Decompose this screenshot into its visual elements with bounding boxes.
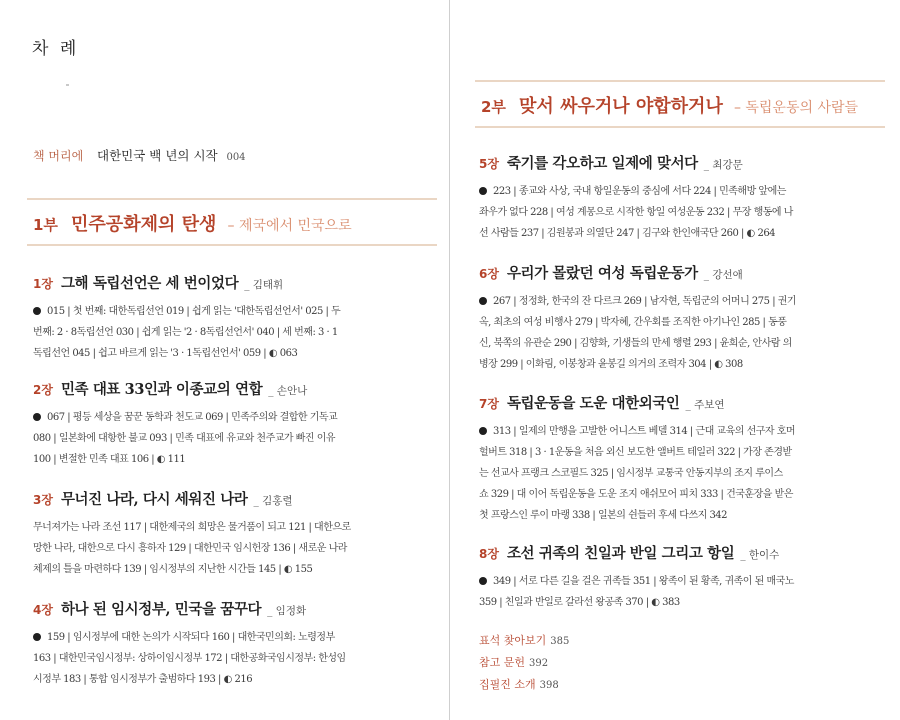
chapter-line: 는 선교사 프랭크 스코필드 325 | 임시정부 교통국 안동지부의 조지 루이스 [479, 468, 783, 479]
chapter-line: 159 | 임시정부에 대한 논의가 시작되다 160 | 대한국민의회: 노령정부 [33, 627, 346, 648]
bullet-icon [479, 577, 487, 585]
chapter-line: 번째: 2 · 8독립선언 030 | 쉽게 읽는 '2 · 8독립선언서' 040 | 세 번째: 3 · 1 [33, 327, 338, 338]
chapter-line: 헐버트 318 | 3 · 1운동을 처음 외신 보도한 앨버트 테일러 322 | 가장 존경받 [479, 447, 792, 458]
divider-mark [66, 84, 69, 86]
bullet-icon [479, 427, 487, 435]
chapter-7[interactable] [479, 392, 795, 526]
chapter-line: 080 | 일본화에 대항한 불교 093 | 민족 대표에 유교와 천주교가 빠진 이유 [33, 433, 336, 444]
chapter-line: 163 | 대한민국임시정부: 상하이임시정부 172 | 대한공화국임시정부: 한성임 [33, 653, 346, 664]
chapter-line: 신, 북쪽의 유관순 290 | 김향화, 기생들의 만세 행렬 293 | 윤희순, 안사람 의 [479, 338, 792, 349]
chapter-line: 첫 프랑스인 루이 마랭 338 | 일본의 쉰들러 후세 다쓰지 342 [479, 510, 728, 521]
chapter-line: 시정부 183 | 통합 임시정부가 출범하다 193 | ◐ 216 [33, 674, 253, 685]
chapter-line: 쇼 329 | 대 이어 독립운동을 도운 조지 애쉬모어 피치 333 | 건국훈장을 받은 [479, 489, 793, 500]
chapter-author: _ 주보연 [685, 399, 725, 411]
bullet-icon [33, 307, 41, 315]
preface-label: 책 머리에 [33, 149, 84, 163]
part-number: 2부 [481, 98, 506, 116]
chapter-3[interactable] [33, 488, 351, 580]
chapter-title: 무너진 나라, 다시 세워진 나라 [60, 491, 248, 508]
chapter-author: _ 손안나 [268, 385, 308, 397]
chapter-line: 267 | 정정화, 한국의 잔 다르크 269 | 남자현, 독립군의 어머니 275 | 권기 [479, 291, 796, 312]
chapter-line: 015 | 첫 번째: 대한독립선언 019 | 쉽게 읽는 '대한독립선언서' 025 | 두 [33, 301, 340, 322]
chapter-title: 하나 된 임시정부, 민국을 꿈꾸다 [60, 601, 262, 618]
part-1-header [27, 198, 437, 246]
chapter-line: 옥, 최초의 여성 비행사 279 | 박자혜, 간우회를 조직한 아기나인 285 | 동풍 [479, 317, 787, 328]
chapter-4[interactable] [33, 598, 346, 690]
chapter-line: 100 | 변절한 민족 대표 106 | ◐ 111 [33, 454, 186, 465]
chapter-line: 349 | 서로 다른 길을 걸은 귀족들 351 | 왕족이 된 황족, 귀족이 된 매국노 [479, 571, 794, 592]
part-title: 맞서 싸우거나 야합하거나 [519, 96, 723, 117]
part-subtitle: – 독립운동의 사람들 [733, 100, 859, 116]
bullet-icon [479, 297, 487, 305]
chapter-line: 359 | 친일과 반일로 갈라선 왕공족 370 | ◐ 383 [479, 597, 680, 608]
chapter-line: 체제의 틀을 마련하다 139 | 임시정부의 지난한 시간들 145 | ◐ 155 [33, 564, 313, 575]
chapter-1[interactable] [33, 272, 340, 364]
chapter-author: _ 김홍렬 [253, 495, 293, 507]
chapter-8[interactable] [479, 542, 794, 613]
chapter-title: 독립운동을 도운 대한외국인 [506, 395, 680, 412]
chapter-line: 223 | 종교와 사상, 국내 항일운동의 중심에 서다 224 | 민족해방 앞에는 [479, 181, 793, 202]
chapter-line: 좌우가 없다 228 | 여성 계몽으로 시작한 항일 여성운동 232 | 무장 행동에 나 [479, 207, 793, 218]
chapter-line: 무너져가는 나라 조선 117 | 대한제국의 희망은 물거품이 되고 121 | 대한으로 [33, 522, 351, 533]
chapter-author: _ 강선애 [703, 269, 743, 281]
preface-page: 004 [226, 152, 246, 163]
chapter-line: 병장 299 | 이화림, 이봉창과 윤봉길 의거의 조력자 304 | ◐ 308 [479, 359, 743, 370]
chapter-line: 선 사람들 237 | 김원봉과 의열단 247 | 김구와 한인애국단 260 | ◐ 264 [479, 228, 776, 239]
appendix-item-authors[interactable]: 집필진 소개 398 [479, 678, 559, 691]
chapter-title: 조선 귀족의 친일과 반일 그리고 항일 [506, 545, 735, 562]
appendix-item-references[interactable]: 참고 문헌 392 [479, 656, 549, 669]
chapter-number: 2장 [33, 383, 53, 397]
chapter-number: 3장 [33, 493, 53, 507]
part-number: 1부 [33, 216, 58, 234]
bullet-icon [33, 633, 41, 641]
chapter-line: 독립선언 045 | 쉽고 바르게 읽는 '3 · 1독립선언서' 059 | ◐ 063 [33, 348, 298, 359]
chapter-title: 우리가 몰랐던 여성 독립운동가 [506, 265, 698, 282]
preface-entry[interactable] [33, 146, 246, 164]
appendix-list [479, 630, 569, 696]
chapter-title: 죽기를 각오하고 일제에 맞서다 [506, 155, 698, 172]
bullet-icon [479, 187, 487, 195]
chapter-line: 067 | 평등 세상을 꿈꾼 동학과 천도교 069 | 민족주의와 결합한 기독교 [33, 407, 337, 428]
chapter-6[interactable] [479, 262, 796, 375]
chapter-author: _ 임정화 [267, 605, 307, 617]
right-page [451, 0, 900, 720]
appendix-item-index[interactable]: 표석 찾아보기 385 [479, 634, 570, 647]
chapter-author: _ 최강문 [703, 159, 743, 171]
part-2-header [475, 80, 885, 128]
chapter-author: _ 한이수 [740, 549, 780, 561]
chapter-number: 5장 [479, 157, 499, 171]
chapter-number: 8장 [479, 547, 499, 561]
chapter-2[interactable] [33, 378, 337, 470]
preface-title: 대한민국 백 년의 시작 [97, 148, 218, 163]
chapter-title: 그해 독립선언은 세 번이었다 [60, 275, 239, 292]
chapter-number: 1장 [33, 277, 53, 291]
chapter-author: _ 김태휘 [244, 279, 284, 291]
toc-title: 차 례 [32, 39, 80, 59]
chapter-5[interactable] [479, 152, 793, 244]
part-title: 민주공화제의 탄생 [71, 214, 217, 235]
bullet-icon [33, 413, 41, 421]
chapter-number: 6장 [479, 267, 499, 281]
part-subtitle: – 제국에서 민국으로 [227, 218, 352, 234]
chapter-number: 7장 [479, 397, 499, 411]
chapter-title: 민족 대표 33인과 이종교의 연합 [60, 381, 263, 398]
chapter-number: 4장 [33, 603, 53, 617]
chapter-line: 313 | 일제의 만행을 고발한 어니스트 베델 314 | 근대 교육의 선구자 호머 [479, 421, 795, 442]
chapter-line: 망한 나라, 대한으로 다시 흥하자 129 | 대한민국 임시헌장 136 | 새로운 나라 [33, 543, 347, 554]
